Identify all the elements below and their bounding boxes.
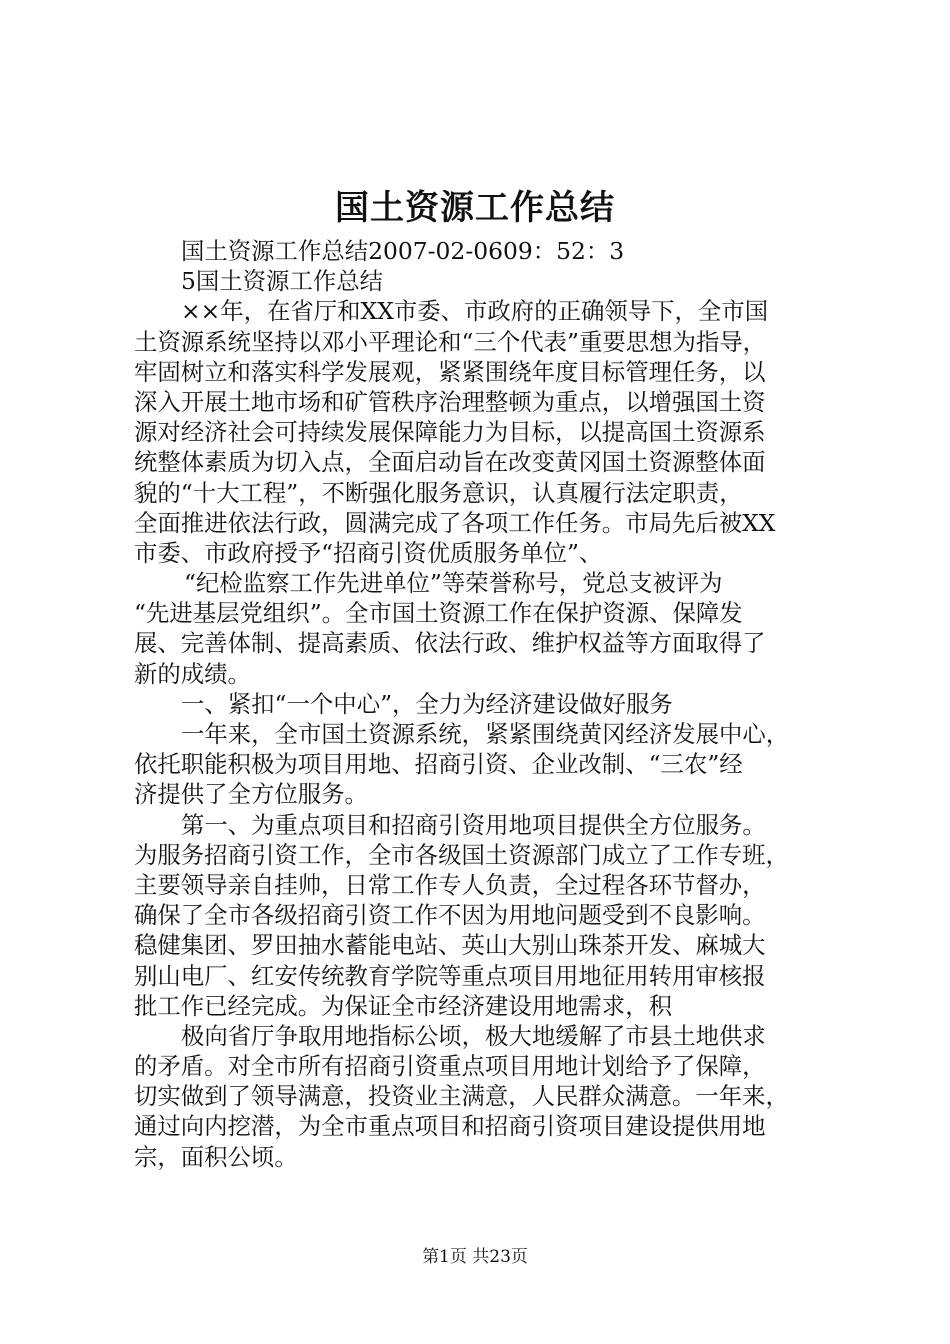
body-line: “先进基层党组织”。全市国土资源工作在保护资源、保障发 xyxy=(134,599,743,628)
body-line: 一、紧扣“一个中心”，全力为经济建设做好服务 xyxy=(181,689,673,718)
body-line: 展、完善体制、提高素质、依法行政、维护权益等方面取得了 xyxy=(134,629,766,658)
body-line: 第一、为重点项目和招商引资用地项目提供全方位服务。 xyxy=(181,810,766,839)
body-line: 深入开展土地市场和矿管秩序治理整顿为重点，以增强国土资 xyxy=(134,387,766,416)
body-line: 牢固树立和落实科学发展观，紧紧围绕年度目标管理任务，以 xyxy=(134,357,766,386)
body-line: 源对经济社会可持续发展保障能力为目标，以提高国土资源系 xyxy=(134,418,766,447)
body-line: 貌的“十大工程”，不断强化服务意识，认真履行法定职责， xyxy=(134,478,743,507)
body-line: 的矛盾。对全市所有招商引资重点项目用地计划给予了保障， xyxy=(134,1052,766,1081)
body-line: 市委、市政府授予“招商引资优质服务单位”、 xyxy=(134,538,603,567)
body-line: “纪检监察工作先进单位”等荣誉称号，党总支被评为 xyxy=(184,569,723,598)
body-line: ××年，在省厅和XX市委、市政府的正确领导下，全市国 xyxy=(181,297,769,326)
body-line: 批工作已经完成。为保证全市经济建设用地需求，积 xyxy=(134,991,672,1020)
body-line: 一年来，全市国土资源系统，紧紧围绕黄冈经济发展中心， xyxy=(181,720,790,748)
body-line: 切实做到了领导满意，投资业主满意，人民群众满意。一年来， xyxy=(134,1082,789,1111)
document-title: 国土资源工作总结 xyxy=(335,188,615,228)
body-line: 全面推进依法行政，圆满完成了各项工作任务。市局先后被XX xyxy=(134,508,776,537)
body-line: 济提供了全方位服务。 xyxy=(134,780,368,809)
body-line: 别山电厂、红安传统教育学院等重点项目用地征用转用审核报 xyxy=(134,961,766,990)
body-line: 稳健集团、罗田抽水蓄能电站、英山大别山珠茶开发、麻城大 xyxy=(134,931,766,960)
body-line: 统整体素质为切入点，全面启动旨在改变黄冈国土资源整体面 xyxy=(134,448,766,477)
body-line: 土资源系统坚持以邓小平理论和“三个代表”重要思想为指导， xyxy=(134,327,767,356)
body-line: 为服务招商引资工作，全市各级国土资源部门成立了工作专班， xyxy=(134,840,789,869)
body-line: 国土资源工作总结2007-02-0609：52：3 xyxy=(181,237,625,265)
page-footer: 第1页 共23页 xyxy=(422,1247,528,1267)
body-line: 依托职能积极为项目用地、招商引资、企业改制、“三农”经 xyxy=(134,750,743,779)
body-line: 5国土资源工作总结 xyxy=(181,267,384,296)
body-line: 极向省厅争取用地指标公顷，极大地缓解了市县土地供求 xyxy=(181,1021,766,1050)
body-line: 确保了全市各级招商引资工作不因为用地问题受到不良影响。 xyxy=(134,901,766,930)
document-body xyxy=(134,236,834,1172)
body-line: 宗，面积公顷。 xyxy=(134,1142,298,1171)
body-line: 新的成绩。 xyxy=(134,659,251,688)
body-line: 主要领导亲自挂帅，日常工作专人负责，全过程各环节督办， xyxy=(134,870,766,899)
body-line: 通过向内挖潜，为全市重点项目和招商引资项目建设提供用地 xyxy=(134,1112,766,1141)
